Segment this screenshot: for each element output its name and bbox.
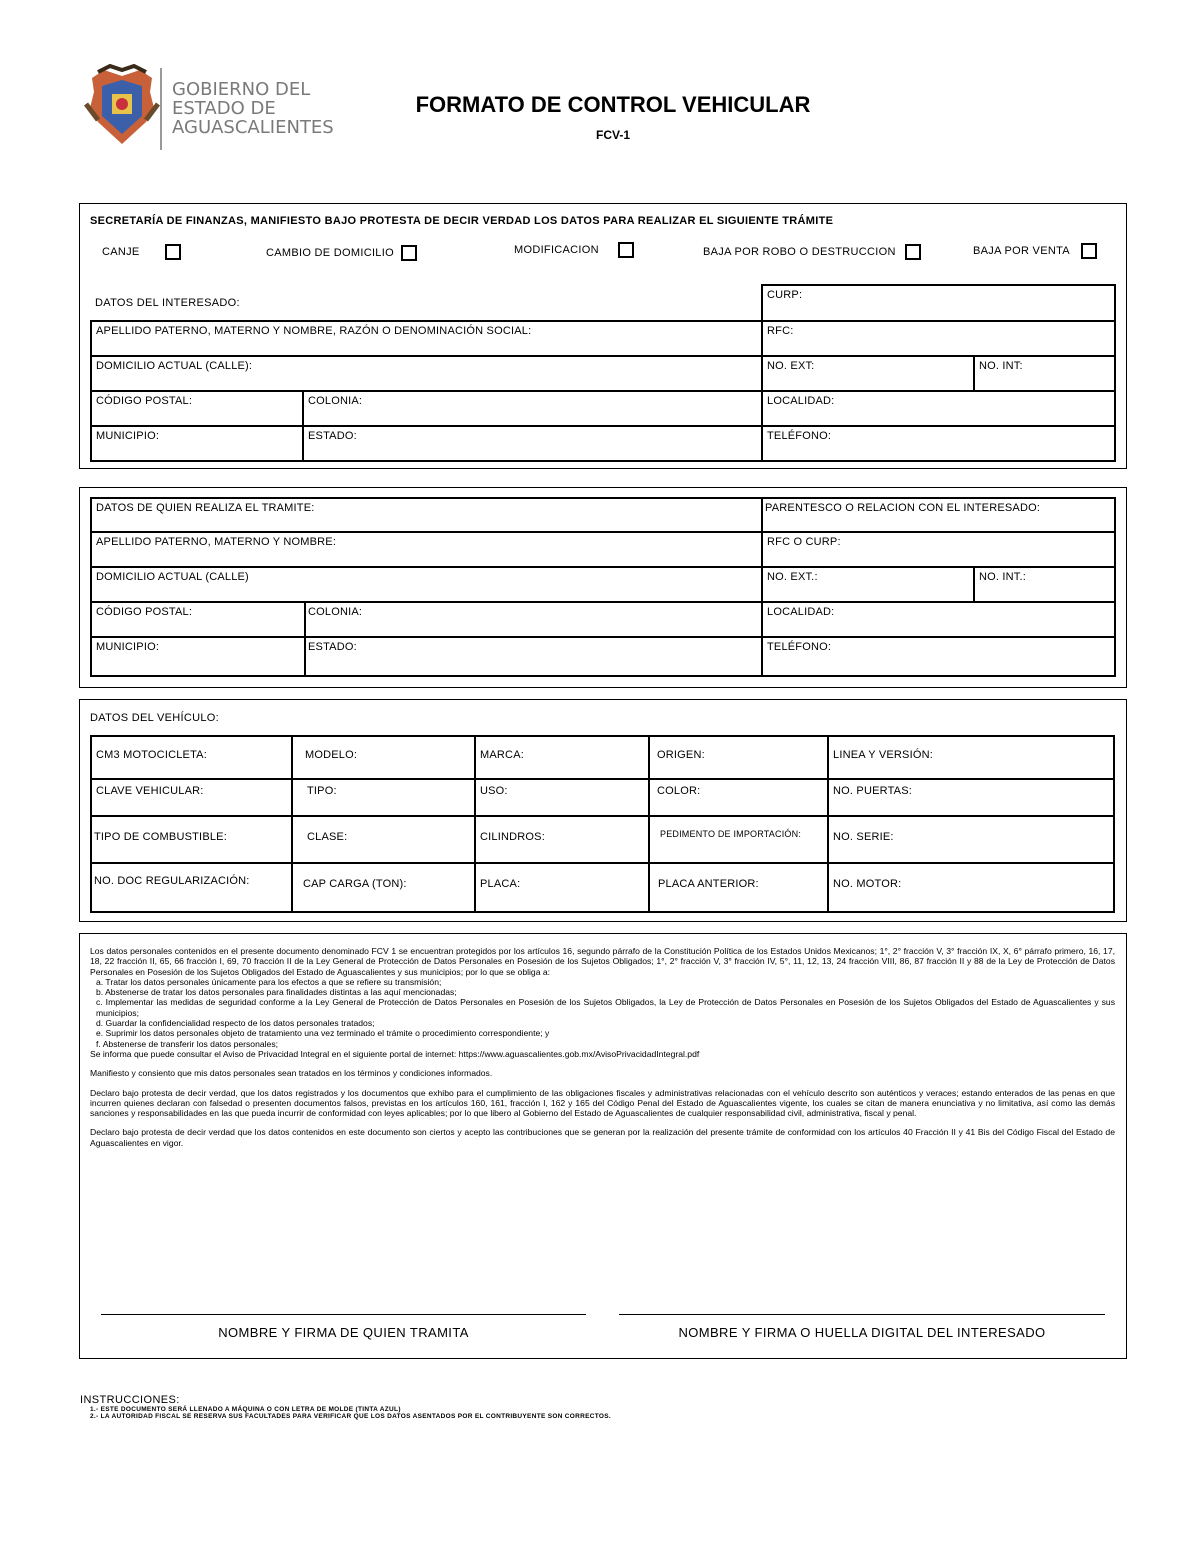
vehiculo-placa-anterior-field[interactable]: PLACA ANTERIOR: bbox=[648, 862, 829, 913]
interesado-no-ext-field[interactable]: NO. EXT: bbox=[761, 355, 975, 392]
privacy-item-c: c. Implementar las medidas de seguridad conforme a la Ley General de Protección de Datos Personales en Posesión de los Sujetos Obligados, la Ley de Protección de Datos Personales en Posesión de los Sujetos Obligados del Estado de Aguascalientes y sus municipios; bbox=[96, 997, 1115, 1018]
checkbox-baja-venta[interactable] bbox=[1081, 243, 1097, 259]
privacy-aviso-link[interactable]: Se informa que puede consultar el Aviso de Privacidad Integral en el siguiente portal de internet: https://www.aguascalientes.gob.mx/AvisoPrivacidadIntegral.pdf bbox=[90, 1048, 700, 1059]
logo-text: GOBIERNO DEL ESTADO DE AGUASCALIENTES bbox=[172, 79, 334, 138]
privacy-item-a: a. Tratar los datos personales únicamente para los efectos a que se refiere su transmisión; bbox=[96, 976, 442, 987]
option-canje[interactable]: CANJE bbox=[102, 244, 181, 260]
tramitante-domicilio-field[interactable]: DOMICILIO ACTUAL (CALLE) bbox=[90, 566, 763, 603]
interesado-rfc-field[interactable]: RFC: bbox=[761, 320, 1116, 357]
vehiculo-motor-field[interactable]: NO. MOTOR: bbox=[827, 862, 1115, 913]
vehiculo-origen-field[interactable]: ORIGEN: bbox=[648, 735, 829, 780]
vehiculo-color-field[interactable]: COLOR: bbox=[648, 778, 829, 817]
checkbox-cambio-domicilio[interactable] bbox=[401, 245, 417, 261]
vehiculo-linea-field[interactable]: LINEA Y VERSIÓN: bbox=[827, 735, 1115, 780]
option-cambio-domicilio[interactable]: CAMBIO DE DOMICILIO bbox=[266, 245, 417, 261]
privacy-item-d: d. Guardar la confidencialidad respecto de los datos personales tratados; bbox=[96, 1018, 375, 1029]
tramitante-estado-field[interactable]: ESTADO: bbox=[304, 636, 763, 677]
privacy-item-f: f. Abstenerse de transferir los datos personales; bbox=[96, 1038, 278, 1049]
interesado-cp-field[interactable]: CÓDIGO POSTAL: bbox=[90, 390, 304, 427]
privacy-consent: Manifiesto y consiento que mis datos personales sean tratados en los términos y condiciones informados. bbox=[90, 1068, 493, 1079]
instructions-heading: INSTRUCCIONES: bbox=[80, 1394, 180, 1406]
interesado-nombre-field[interactable]: APELLIDO PATERNO, MATERNO Y NOMBRE, RAZÓN O DENOMINACIÓN SOCIAL: bbox=[90, 320, 763, 357]
page-title: FORMATO DE CONTROL VEHICULAR bbox=[415, 92, 811, 117]
tramitante-colonia-field[interactable]: COLONIA: bbox=[304, 601, 763, 638]
vehiculo-uso-field[interactable]: USO: bbox=[474, 778, 650, 817]
vehiculo-modelo-field[interactable]: MODELO: bbox=[291, 735, 476, 780]
option-baja-venta[interactable]: BAJA POR VENTA bbox=[973, 243, 1097, 259]
vehiculo-doc-regularizacion-field[interactable]: NO. DOC REGULARIZACIÓN: bbox=[90, 862, 293, 913]
vehiculo-combustible-field[interactable]: TIPO DE COMBUSTIBLE: bbox=[90, 815, 293, 864]
checkbox-modificacion[interactable] bbox=[618, 242, 634, 258]
vehiculo-clase-field[interactable]: CLASE: bbox=[291, 815, 476, 864]
signature-line-interesado[interactable] bbox=[619, 1314, 1105, 1315]
interesado-municipio-field[interactable]: MUNICIPIO: bbox=[90, 425, 304, 462]
vehiculo-cm3-field[interactable]: CM3 MOTOCICLETA: bbox=[90, 735, 293, 780]
tramitante-heading: DATOS DE QUIEN REALIZA EL TRAMITE: bbox=[90, 497, 763, 533]
vehiculo-clave-field[interactable]: CLAVE VEHICULAR: bbox=[90, 778, 293, 817]
tramitante-no-int-field[interactable]: NO. INT.: bbox=[973, 566, 1116, 603]
interesado-curp-field[interactable]: CURP: bbox=[761, 284, 1116, 322]
vehiculo-placa-field[interactable]: PLACA: bbox=[474, 862, 650, 913]
vehiculo-tipo-field[interactable]: TIPO: bbox=[291, 778, 476, 817]
privacy-notice bbox=[90, 946, 1115, 1148]
tramite-statement: SECRETARÍA DE FINANZAS, MANIFIESTO BAJO PROTESTA DE DECIR VERDAD LOS DATOS PARA REALIZAR EL SIGUIENTE TRÁMITE bbox=[90, 215, 834, 227]
tramitante-no-ext-field[interactable]: NO. EXT.: bbox=[761, 566, 975, 603]
interesado-heading: DATOS DEL INTERESADO: bbox=[95, 297, 240, 309]
declaration-contributions: Declaro bajo protesta de decir verdad que los datos contenidos en este documento son ciertos y acepto las contribuciones que se generan por la realización del presente trámite de conformidad con los artículos 40 Fracción II y 41 Bis del Código Fiscal del Estado de Aguascalientes en vigor. bbox=[90, 1127, 1115, 1148]
vehiculo-heading: DATOS DEL VEHÍCULO: bbox=[90, 712, 219, 724]
interesado-no-int-field[interactable]: NO. INT: bbox=[973, 355, 1116, 392]
vehiculo-cap-carga-field[interactable]: CAP CARGA (TON): bbox=[291, 862, 476, 913]
option-baja-robo[interactable]: BAJA POR ROBO O DESTRUCCION bbox=[703, 244, 921, 260]
privacy-item-e: e. Suprimir los datos personales objeto de tratamiento una vez terminado el trámite o procedimiento correspondiente; y bbox=[96, 1028, 550, 1039]
interesado-colonia-field[interactable]: COLONIA: bbox=[302, 390, 763, 427]
tramitante-telefono-field[interactable]: TELÉFONO: bbox=[761, 636, 1116, 677]
instruction-item-1: 1.- ESTE DOCUMENTO SERÁ LLENADO A MÁQUINA O CON LETRA DE MOLDE (TINTA AZUL) bbox=[90, 1406, 401, 1413]
tramitante-municipio-field[interactable]: MUNICIPIO: bbox=[90, 636, 306, 677]
form-code: FCV-1 bbox=[595, 128, 630, 142]
tramitante-rfc-curp-field[interactable]: RFC O CURP: bbox=[761, 531, 1116, 568]
signature-line-tramita[interactable] bbox=[101, 1314, 586, 1315]
signature-label-tramita: NOMBRE Y FIRMA DE QUIEN TRAMITA bbox=[218, 1325, 469, 1340]
privacy-item-b: b. Abstenerse de tratar los datos personales para finalidades distintas a las aquí mencionadas; bbox=[96, 987, 457, 998]
option-modificacion[interactable]: MODIFICACION bbox=[514, 242, 634, 258]
vehiculo-cilindros-field[interactable]: CILINDROS: bbox=[474, 815, 650, 864]
vehiculo-serie-field[interactable]: NO. SERIE: bbox=[827, 815, 1115, 864]
tramitante-localidad-field[interactable]: LOCALIDAD: bbox=[761, 601, 1116, 638]
tramitante-cp-field[interactable]: CÓDIGO POSTAL: bbox=[90, 601, 306, 638]
vehiculo-marca-field[interactable]: MARCA: bbox=[474, 735, 650, 780]
privacy-intro: Los datos personales contenidos en el presente documento denominado FCV 1 se encuentran protegidos por los artículos 16, segundo párrafo de la Constitución Política de los Estados Unidos Mexicanos; 1°, 2° fracción V, 3° fracción IX, X, 6° párrafo primero, 16, 17, 18, 22 fracción II, 65, 66 fracción I, 69, 70 fracción II de la Ley General de Protección de Datos Personales en Posesión de los Sujetos Obligados; 1°, 2° fracción V, 3° fracción IV, 5°, 11, 12, 13, 24 fracción VIII, 86, 87 fracción II y 88 de la Ley de Protección de Datos Personales en Posesión de los Sujetos Obligados del Estado de Aguascalientes y sus municipios; por lo que se obliga a: bbox=[90, 946, 1115, 977]
interesado-telefono-field[interactable]: TELÉFONO: bbox=[761, 425, 1116, 462]
declaration-truth: Declaro bajo protesta de decir verdad, que los datos registrados y los documentos que exhibo para el cumplimiento de las obligaciones fiscales y administrativas relacionadas con el vehículo descrito son auténticos y veraces; estando enterados de las penas en que incurren quienes declaran con falsedad o presenten documentos falsos, previstas en los artículos 160, 161, fracción I, 162 y 165 del Código Penal del Estado de Aguascalientes vigente, los cuales se citan de manera enunciativa y no limitativa, así como las demás sanciones y responsabilidades en las que pueda incurrir de conformidad con leyes aplicables; por lo que libero al Gobierno del Estado de Aguascalientes de cualquier responsabilidad civil, administrativa, fiscal y penal. bbox=[90, 1087, 1115, 1119]
instruction-item-2: 2.- LA AUTORIDAD FISCAL SE RESERVA SUS FACULTADES PARA VERIFICAR QUE LOS DATOS ASENTADOS POR EL CONTRIBUYENTE SON CORRECTOS. bbox=[90, 1413, 612, 1420]
checkbox-canje[interactable] bbox=[165, 244, 181, 260]
tramitante-parentesco-field[interactable]: PARENTESCO O RELACION CON EL INTERESADO: bbox=[761, 497, 1116, 533]
tramitante-nombre-field[interactable]: APELLIDO PATERNO, MATERNO Y NOMBRE: bbox=[90, 531, 763, 568]
instructions bbox=[80, 1394, 611, 1420]
vehiculo-puertas-field[interactable]: NO. PUERTAS: bbox=[827, 778, 1115, 817]
interesado-domicilio-field[interactable]: DOMICILIO ACTUAL (CALLE): bbox=[90, 355, 763, 392]
interesado-localidad-field[interactable]: LOCALIDAD: bbox=[761, 390, 1116, 427]
checkbox-baja-robo[interactable] bbox=[905, 244, 921, 260]
signature-label-interesado: NOMBRE Y FIRMA O HUELLA DIGITAL DEL INTERESADO bbox=[678, 1325, 1046, 1340]
interesado-estado-field[interactable]: ESTADO: bbox=[302, 425, 763, 462]
vehiculo-pedimento-field[interactable]: PEDIMENTO DE IMPORTACIÓN: bbox=[648, 815, 829, 864]
